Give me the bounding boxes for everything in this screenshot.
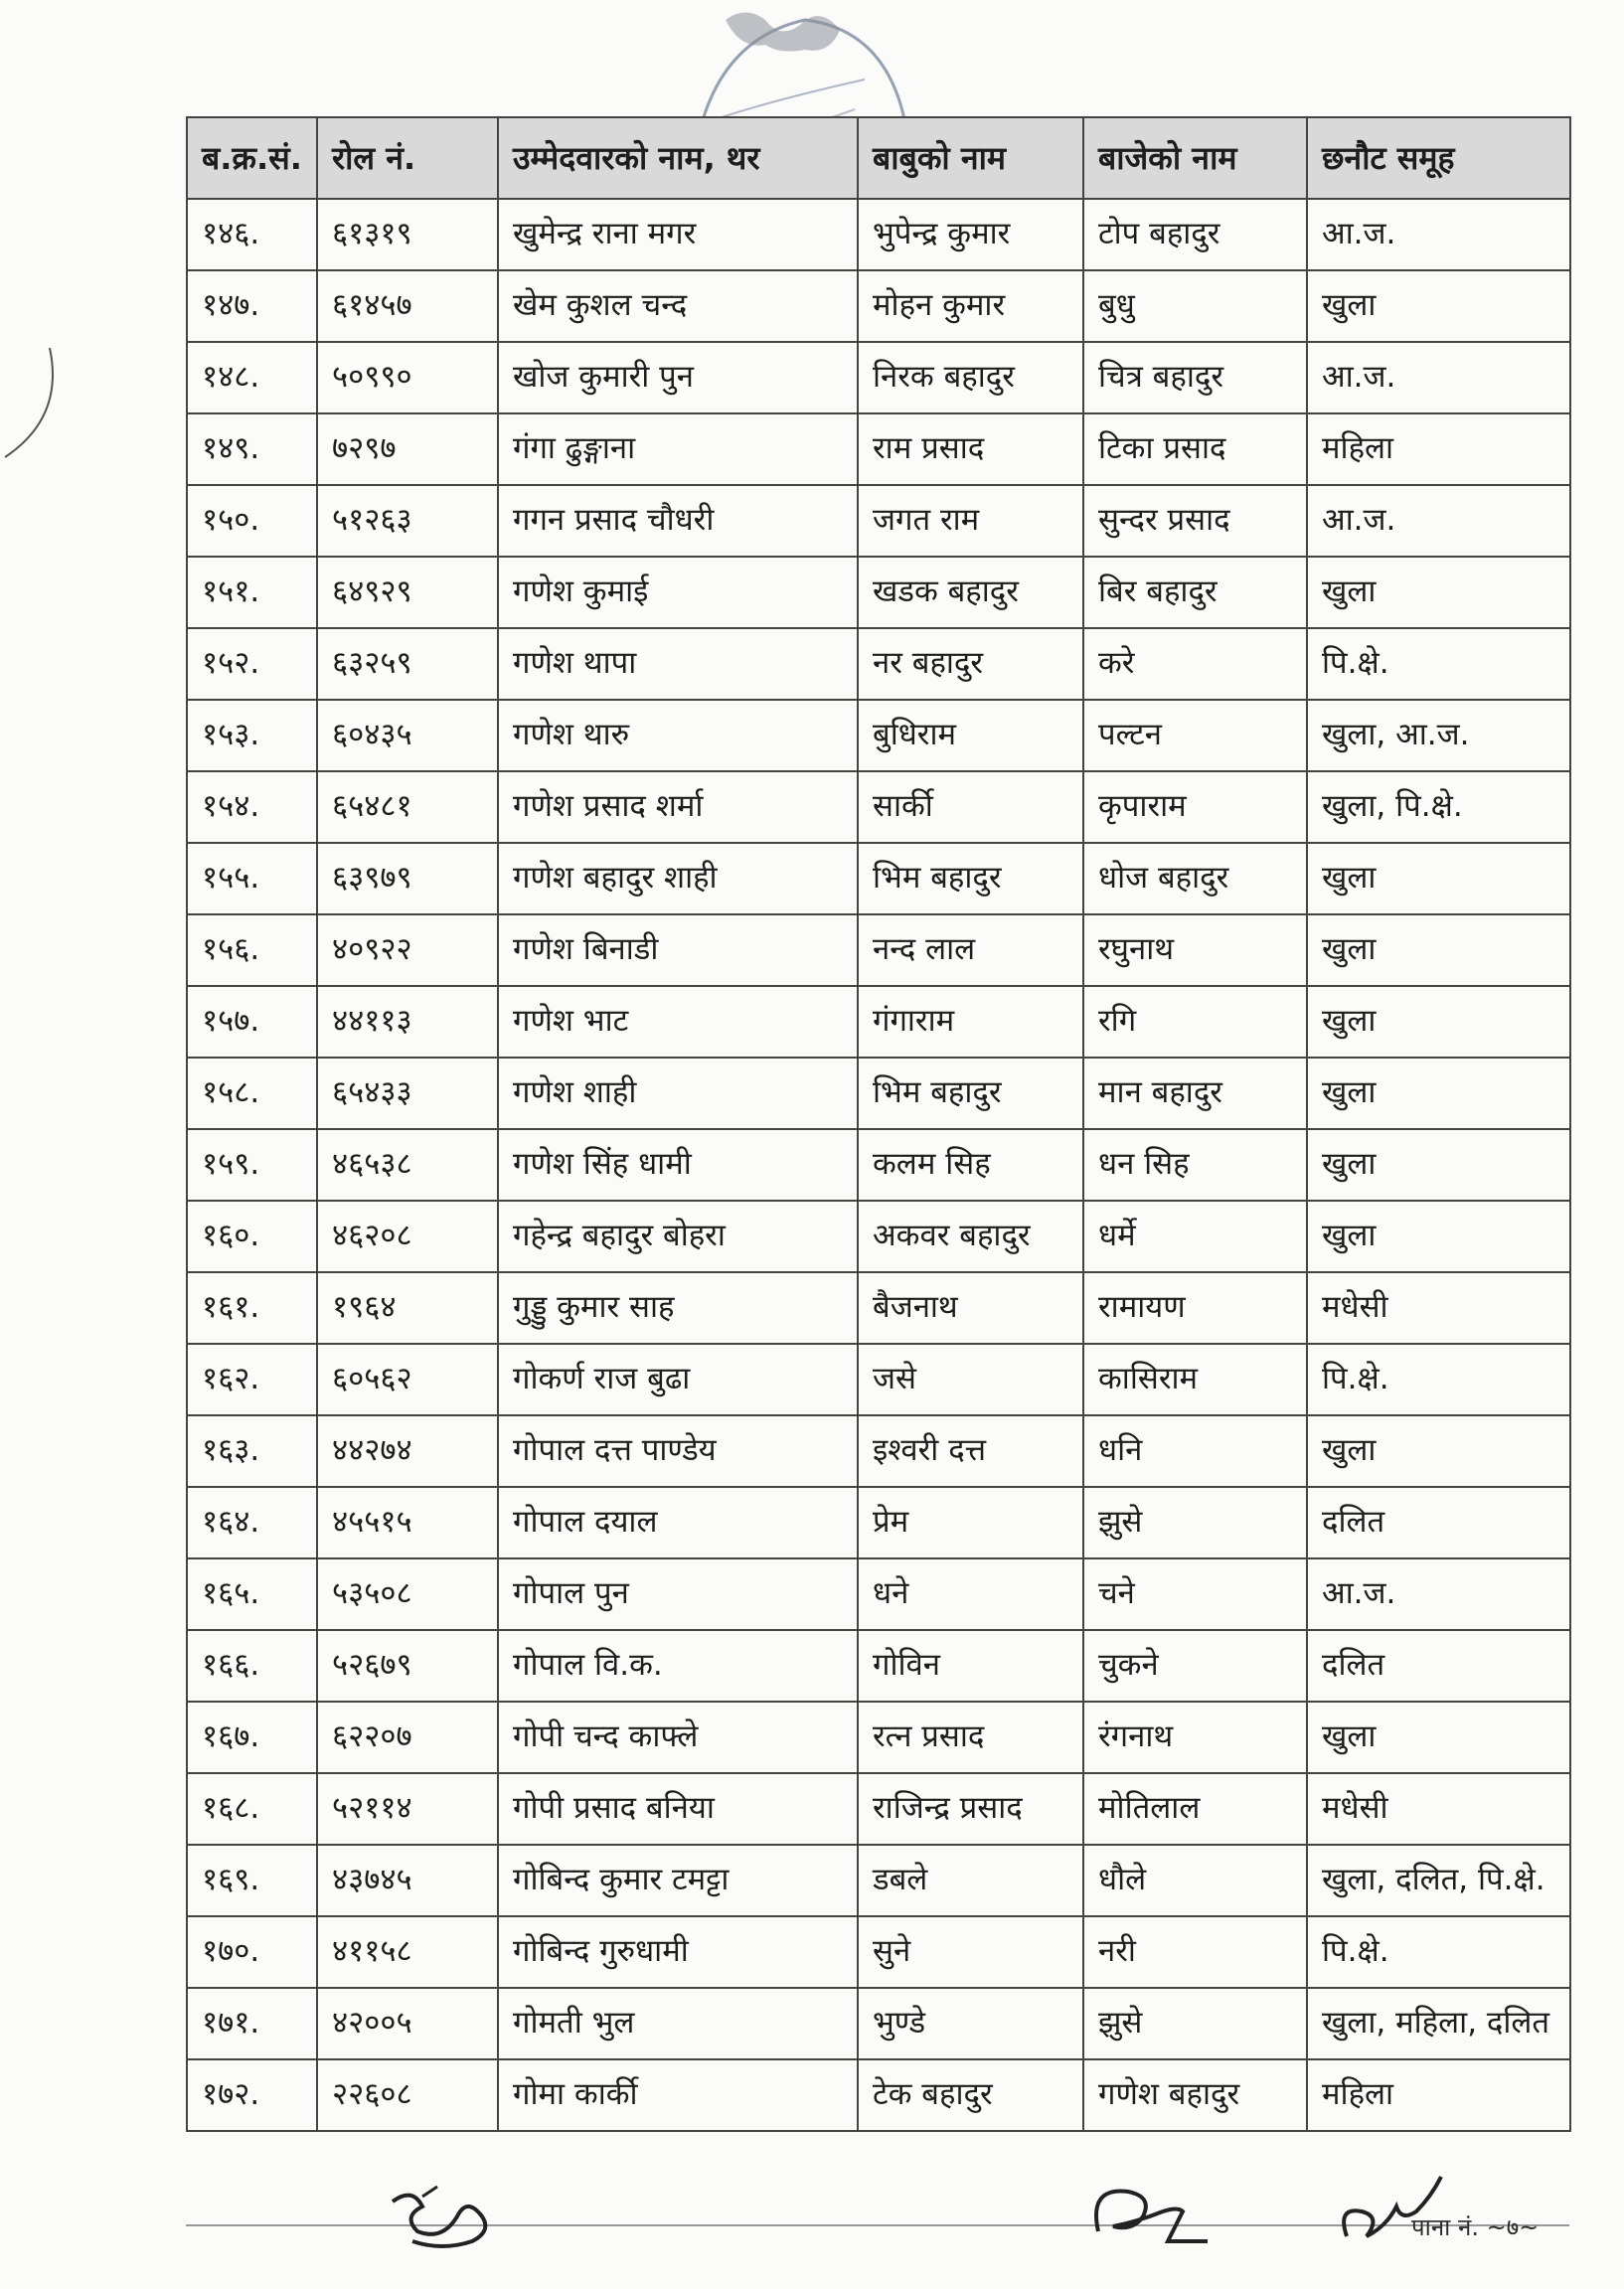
roll-cell: ६३९७९ — [317, 843, 498, 914]
candidate-name-cell: गोपी चन्द काफ्ले — [498, 1702, 858, 1773]
candidate-name-cell: गंगा ढुङ्गाना — [498, 413, 858, 485]
page-number-label: पाना नं. ~७~ — [1411, 2213, 1540, 2241]
header-roll: रोल नं. — [317, 117, 498, 199]
header-candidate-name: उम्मेदवारको नाम, थर — [498, 117, 858, 199]
grandfather-name-cell: बिर बहादुर — [1083, 557, 1307, 628]
selection-group-cell: खुला — [1307, 843, 1570, 914]
roll-cell: ५२६७९ — [317, 1630, 498, 1702]
serial-cell: १५१. — [187, 557, 317, 628]
table-row — [187, 628, 1570, 700]
serial-cell: १५९. — [187, 1129, 317, 1201]
serial-cell: १७१. — [187, 1988, 317, 2059]
selection-group-cell: खुला — [1307, 270, 1570, 342]
table-row — [187, 1272, 1570, 1344]
selection-group-cell: मधेसी — [1307, 1773, 1570, 1845]
candidate-name-cell: गणेश बिनाडी — [498, 914, 858, 986]
grandfather-name-cell: धन सिह — [1083, 1129, 1307, 1201]
father-name-cell: गोविन — [858, 1630, 1083, 1702]
serial-cell: १६७. — [187, 1702, 317, 1773]
father-name-cell: राजिन्द्र प्रसाद — [858, 1773, 1083, 1845]
selection-group-cell: आ.ज. — [1307, 485, 1570, 557]
table-row — [187, 1773, 1570, 1845]
selection-group-cell: दलित — [1307, 1487, 1570, 1558]
roll-cell: ५३५०८ — [317, 1558, 498, 1630]
father-name-cell: जसे — [858, 1344, 1083, 1415]
father-name-cell: सार्की — [858, 771, 1083, 843]
grandfather-name-cell: सुन्दर प्रसाद — [1083, 485, 1307, 557]
serial-cell: १५६. — [187, 914, 317, 986]
grandfather-name-cell: धोज बहादुर — [1083, 843, 1307, 914]
selection-group-cell: पि.क्षे. — [1307, 628, 1570, 700]
roll-cell: २२६०८ — [317, 2059, 498, 2131]
candidate-name-cell: गोपाल दयाल — [498, 1487, 858, 1558]
header-selection-group: छनौट समूह — [1307, 117, 1570, 199]
father-name-cell: भुण्डे — [858, 1988, 1083, 2059]
roll-cell: ४६२०८ — [317, 1201, 498, 1272]
selection-group-cell: खुला, पि.क्षे. — [1307, 771, 1570, 843]
grandfather-name-cell: टिका प्रसाद — [1083, 413, 1307, 485]
table-row — [187, 1988, 1570, 2059]
father-name-cell: बुधिराम — [858, 700, 1083, 771]
margin-mark — [0, 348, 70, 487]
selection-group-cell: खुला — [1307, 1702, 1570, 1773]
candidate-name-cell: गुड्डु कुमार साह — [498, 1272, 858, 1344]
table-row — [187, 2059, 1570, 2131]
father-name-cell: नन्द लाल — [858, 914, 1083, 986]
candidate-name-cell: गणेश कुमाई — [498, 557, 858, 628]
selection-group-cell: आ.ज. — [1307, 199, 1570, 270]
roll-cell: ६५४८१ — [317, 771, 498, 843]
selection-group-cell: आ.ज. — [1307, 1558, 1570, 1630]
roll-cell: ४५५१५ — [317, 1487, 498, 1558]
grandfather-name-cell: कृपाराम — [1083, 771, 1307, 843]
selection-group-cell: महिला — [1307, 413, 1570, 485]
serial-cell: १६१. — [187, 1272, 317, 1344]
father-name-cell: भिम बहादुर — [858, 1058, 1083, 1129]
table-row — [187, 485, 1570, 557]
serial-cell: १६९. — [187, 1845, 317, 1916]
candidate-results-table — [186, 116, 1571, 2132]
selection-group-cell: महिला — [1307, 2059, 1570, 2131]
grandfather-name-cell: धर्मे — [1083, 1201, 1307, 1272]
roll-cell: ४६५३८ — [317, 1129, 498, 1201]
selection-group-cell: खुला — [1307, 986, 1570, 1058]
roll-cell: ४२००५ — [317, 1988, 498, 2059]
table-row — [187, 986, 1570, 1058]
father-name-cell: डबले — [858, 1845, 1083, 1916]
roll-cell: ६२२०७ — [317, 1702, 498, 1773]
grandfather-name-cell: करे — [1083, 628, 1307, 700]
roll-cell: ४३७४५ — [317, 1845, 498, 1916]
signature-2 — [1083, 2177, 1222, 2246]
selection-group-cell: खुला — [1307, 557, 1570, 628]
selection-group-cell: खुला — [1307, 1415, 1570, 1487]
table-row — [187, 1129, 1570, 1201]
table-row — [187, 843, 1570, 914]
grandfather-name-cell: बुधु — [1083, 270, 1307, 342]
serial-cell: १५०. — [187, 485, 317, 557]
serial-cell: १५४. — [187, 771, 317, 843]
serial-cell: १६४. — [187, 1487, 317, 1558]
father-name-cell: गंगाराम — [858, 986, 1083, 1058]
roll-cell: ६०५६२ — [317, 1344, 498, 1415]
table-row — [187, 1058, 1570, 1129]
roll-cell: ७२९७ — [317, 413, 498, 485]
roll-cell: ५०९९० — [317, 342, 498, 413]
roll-cell: ६३२५९ — [317, 628, 498, 700]
candidate-name-cell: गणेश प्रसाद शर्मा — [498, 771, 858, 843]
serial-cell: १४६. — [187, 199, 317, 270]
grandfather-name-cell: झुसे — [1083, 1487, 1307, 1558]
father-name-cell: भुपेन्द्र कुमार — [858, 199, 1083, 270]
grandfather-name-cell: टोप बहादुर — [1083, 199, 1307, 270]
candidate-name-cell: खेम कुशल चन्द — [498, 270, 858, 342]
candidate-name-cell: गहेन्द्र बहादुर बोहरा — [498, 1201, 858, 1272]
header-father-name: बाबुको नाम — [858, 117, 1083, 199]
selection-group-cell: पि.क्षे. — [1307, 1344, 1570, 1415]
grandfather-name-cell: गणेश बहादुर — [1083, 2059, 1307, 2131]
candidate-name-cell: गणेश बहादुर शाही — [498, 843, 858, 914]
selection-group-cell: मधेसी — [1307, 1272, 1570, 1344]
candidate-name-cell: गोपाल दत्त पाण्डेय — [498, 1415, 858, 1487]
table-row — [187, 1415, 1570, 1487]
table-row — [187, 914, 1570, 986]
father-name-cell: सुने — [858, 1916, 1083, 1988]
father-name-cell: बैजनाथ — [858, 1272, 1083, 1344]
roll-cell: ४०९२२ — [317, 914, 498, 986]
selection-group-cell: खुला — [1307, 1058, 1570, 1129]
father-name-cell: रत्न प्रसाद — [858, 1702, 1083, 1773]
table-row — [187, 1916, 1570, 1988]
serial-cell: १५३. — [187, 700, 317, 771]
table-row — [187, 1558, 1570, 1630]
table-row — [187, 771, 1570, 843]
roll-cell: ६१३१९ — [317, 199, 498, 270]
grandfather-name-cell: चुकने — [1083, 1630, 1307, 1702]
candidate-name-cell: खोज कुमारी पुन — [498, 342, 858, 413]
serial-cell: १७०. — [187, 1916, 317, 1988]
serial-cell: १६३. — [187, 1415, 317, 1487]
grandfather-name-cell: धनि — [1083, 1415, 1307, 1487]
serial-cell: १७२. — [187, 2059, 317, 2131]
serial-cell: १६५. — [187, 1558, 317, 1630]
roll-cell: ४४११३ — [317, 986, 498, 1058]
table-row — [187, 1344, 1570, 1415]
selection-group-cell: खुला, दलित, पि.क्षे. — [1307, 1845, 1570, 1916]
candidate-name-cell: गोबिन्द कुमार टमट्टा — [498, 1845, 858, 1916]
candidate-name-cell: खुमेन्द्र राना मगर — [498, 199, 858, 270]
serial-cell: १६२. — [187, 1344, 317, 1415]
grandfather-name-cell: रंगनाथ — [1083, 1702, 1307, 1773]
roll-cell: ६४९२९ — [317, 557, 498, 628]
table-row — [187, 270, 1570, 342]
candidate-name-cell: गोपी प्रसाद बनिया — [498, 1773, 858, 1845]
serial-cell: १६६. — [187, 1630, 317, 1702]
father-name-cell: धने — [858, 1558, 1083, 1630]
signature-1 — [383, 2182, 512, 2251]
grandfather-name-cell: रामायण — [1083, 1272, 1307, 1344]
grandfather-name-cell: चित्र बहादुर — [1083, 342, 1307, 413]
table-row — [187, 1487, 1570, 1558]
father-name-cell: नर बहादुर — [858, 628, 1083, 700]
table-header-row — [187, 117, 1570, 199]
roll-cell: ६०४३५ — [317, 700, 498, 771]
table-row — [187, 1630, 1570, 1702]
candidate-name-cell: गणेश सिंह धामी — [498, 1129, 858, 1201]
header-grandfather-name: बाजेको नाम — [1083, 117, 1307, 199]
grandfather-name-cell: कासिराम — [1083, 1344, 1307, 1415]
selection-group-cell: खुला — [1307, 1129, 1570, 1201]
grandfather-name-cell: नरी — [1083, 1916, 1307, 1988]
table-row — [187, 1702, 1570, 1773]
candidate-name-cell: गोबिन्द गुरुधामी — [498, 1916, 858, 1988]
selection-group-cell: खुला — [1307, 1201, 1570, 1272]
serial-cell: १४९. — [187, 413, 317, 485]
grandfather-name-cell: धौले — [1083, 1845, 1307, 1916]
candidate-name-cell: गोपाल वि.क. — [498, 1630, 858, 1702]
serial-cell: १६८. — [187, 1773, 317, 1845]
father-name-cell: टेक बहादुर — [858, 2059, 1083, 2131]
candidate-name-cell: गोपाल पुन — [498, 1558, 858, 1630]
selection-group-cell: खुला, महिला, दलित — [1307, 1988, 1570, 2059]
grandfather-name-cell: रघुनाथ — [1083, 914, 1307, 986]
table-row — [187, 342, 1570, 413]
father-name-cell: भिम बहादुर — [858, 843, 1083, 914]
candidate-name-cell: गणेश थारु — [498, 700, 858, 771]
serial-cell: १५८. — [187, 1058, 317, 1129]
table-row — [187, 1845, 1570, 1916]
serial-cell: १६०. — [187, 1201, 317, 1272]
selection-group-cell: दलित — [1307, 1630, 1570, 1702]
candidate-name-cell: गणेश थापा — [498, 628, 858, 700]
candidate-name-cell: गोमती भुल — [498, 1988, 858, 2059]
candidate-name-cell: गगन प्रसाद चौधरी — [498, 485, 858, 557]
serial-cell: १५२. — [187, 628, 317, 700]
father-name-cell: राम प्रसाद — [858, 413, 1083, 485]
serial-cell: १५७. — [187, 986, 317, 1058]
table-row — [187, 1201, 1570, 1272]
candidate-name-cell: गणेश शाही — [498, 1058, 858, 1129]
father-name-cell: जगत राम — [858, 485, 1083, 557]
roll-cell: ४११५८ — [317, 1916, 498, 1988]
selection-group-cell: पि.क्षे. — [1307, 1916, 1570, 1988]
candidate-name-cell: गणेश भाट — [498, 986, 858, 1058]
father-name-cell: मोहन कुमार — [858, 270, 1083, 342]
serial-cell: १५५. — [187, 843, 317, 914]
grandfather-name-cell: चने — [1083, 1558, 1307, 1630]
roll-cell: ५२११४ — [317, 1773, 498, 1845]
serial-cell: १४८. — [187, 342, 317, 413]
father-name-cell: निरक बहादुर — [858, 342, 1083, 413]
selection-group-cell: आ.ज. — [1307, 342, 1570, 413]
table-row — [187, 557, 1570, 628]
father-name-cell: अकवर बहादुर — [858, 1201, 1083, 1272]
grandfather-name-cell: झुसे — [1083, 1988, 1307, 2059]
serial-cell: १४७. — [187, 270, 317, 342]
candidate-name-cell: गोकर्ण राज बुढा — [498, 1344, 858, 1415]
roll-cell: ४४२७४ — [317, 1415, 498, 1487]
grandfather-name-cell: मान बहादुर — [1083, 1058, 1307, 1129]
table-row — [187, 199, 1570, 270]
header-serial: ब.क्र.सं. — [187, 117, 317, 199]
selection-group-cell: खुला, आ.ज. — [1307, 700, 1570, 771]
table-row — [187, 700, 1570, 771]
candidate-name-cell: गोमा कार्की — [498, 2059, 858, 2131]
roll-cell: ६१४५७ — [317, 270, 498, 342]
roll-cell: ६५४३३ — [317, 1058, 498, 1129]
father-name-cell: कलम सिह — [858, 1129, 1083, 1201]
selection-group-cell: खुला — [1307, 914, 1570, 986]
father-name-cell: प्रेम — [858, 1487, 1083, 1558]
grandfather-name-cell: पल्टन — [1083, 700, 1307, 771]
roll-cell: १९६४ — [317, 1272, 498, 1344]
table-row — [187, 413, 1570, 485]
father-name-cell: इश्वरी दत्त — [858, 1415, 1083, 1487]
father-name-cell: खडक बहादुर — [858, 557, 1083, 628]
grandfather-name-cell: मोतिलाल — [1083, 1773, 1307, 1845]
roll-cell: ५१२६३ — [317, 485, 498, 557]
grandfather-name-cell: रगि — [1083, 986, 1307, 1058]
